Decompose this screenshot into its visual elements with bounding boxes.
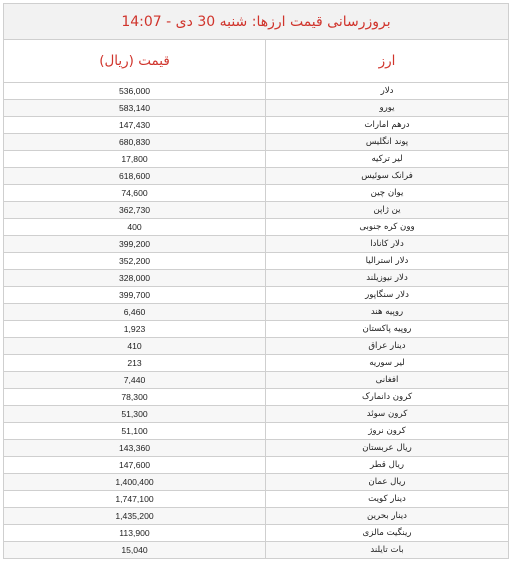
table-row bbox=[4, 83, 509, 100]
currency-rates-table bbox=[3, 3, 509, 559]
currency-rates-panel bbox=[3, 3, 508, 559]
currency-name-cell: کرون دانمارک bbox=[266, 389, 509, 406]
currency-price-cell: 410 bbox=[4, 338, 266, 355]
table-row bbox=[4, 542, 509, 559]
table-row bbox=[4, 440, 509, 457]
currency-name-cell: دینار بحرین bbox=[266, 508, 509, 525]
currency-price-cell: 113,900 bbox=[4, 525, 266, 542]
table-row bbox=[4, 389, 509, 406]
table-row bbox=[4, 117, 509, 134]
currency-price-cell: 583,140 bbox=[4, 100, 266, 117]
currency-name-cell: افغانی bbox=[266, 372, 509, 389]
table-row bbox=[4, 355, 509, 372]
currency-price-cell: 78,300 bbox=[4, 389, 266, 406]
currency-price-cell: 328,000 bbox=[4, 270, 266, 287]
currency-name-cell: کرون سوئد bbox=[266, 406, 509, 423]
currency-name-cell: لیر سوریه bbox=[266, 355, 509, 372]
currency-price-cell: 213 bbox=[4, 355, 266, 372]
currency-name-cell: درهم امارات bbox=[266, 117, 509, 134]
currency-name-cell: دلار استرالیا bbox=[266, 253, 509, 270]
table-row bbox=[4, 423, 509, 440]
column-header-currency: ارز bbox=[266, 40, 509, 83]
currency-price-cell: 143,360 bbox=[4, 440, 266, 457]
currency-name-cell: ریال قطر bbox=[266, 457, 509, 474]
currency-price-cell: 15,040 bbox=[4, 542, 266, 559]
currency-price-cell: 618,600 bbox=[4, 168, 266, 185]
currency-price-cell: 1,400,400 bbox=[4, 474, 266, 491]
table-row bbox=[4, 219, 509, 236]
currency-price-cell: 680,830 bbox=[4, 134, 266, 151]
table-row bbox=[4, 168, 509, 185]
table-row bbox=[4, 321, 509, 338]
currency-name-cell: ین ژاپن bbox=[266, 202, 509, 219]
currency-name-cell: ریال عمان bbox=[266, 474, 509, 491]
currency-name-cell: روپیه پاکستان bbox=[266, 321, 509, 338]
table-title-row bbox=[4, 4, 509, 40]
table-row bbox=[4, 100, 509, 117]
currency-name-cell: کرون نروژ bbox=[266, 423, 509, 440]
currency-name-cell: وون کره جنوبی bbox=[266, 219, 509, 236]
currency-name-cell: روپیه هند bbox=[266, 304, 509, 321]
table-row bbox=[4, 491, 509, 508]
currency-price-cell: 399,700 bbox=[4, 287, 266, 304]
currency-price-cell: 17,800 bbox=[4, 151, 266, 168]
table-header-row bbox=[4, 40, 509, 83]
currency-name-cell: ریال عربستان bbox=[266, 440, 509, 457]
currency-name-cell: دلار سنگاپور bbox=[266, 287, 509, 304]
table-row bbox=[4, 253, 509, 270]
currency-price-cell: 147,600 bbox=[4, 457, 266, 474]
table-row bbox=[4, 457, 509, 474]
currency-price-cell: 362,730 bbox=[4, 202, 266, 219]
table-row bbox=[4, 270, 509, 287]
currency-price-cell: 352,200 bbox=[4, 253, 266, 270]
table-row bbox=[4, 525, 509, 542]
table-row bbox=[4, 202, 509, 219]
currency-price-cell: 400 bbox=[4, 219, 266, 236]
currency-name-cell: دینار کویت bbox=[266, 491, 509, 508]
table-row bbox=[4, 474, 509, 491]
table-row bbox=[4, 287, 509, 304]
table-row bbox=[4, 338, 509, 355]
table-row bbox=[4, 151, 509, 168]
currency-price-cell: 6,460 bbox=[4, 304, 266, 321]
currency-name-cell: دلار نیوزیلند bbox=[266, 270, 509, 287]
currency-price-cell: 51,300 bbox=[4, 406, 266, 423]
table-row bbox=[4, 508, 509, 525]
currency-price-cell: 51,100 bbox=[4, 423, 266, 440]
table-row bbox=[4, 304, 509, 321]
currency-name-cell: دلار کانادا bbox=[266, 236, 509, 253]
table-row bbox=[4, 236, 509, 253]
table-title: بروزرسانی قیمت ارزها: شنبه 30 دی - 14:07 bbox=[4, 4, 509, 40]
currency-price-cell: 399,200 bbox=[4, 236, 266, 253]
currency-price-cell: 74,600 bbox=[4, 185, 266, 202]
currency-price-cell: 1,923 bbox=[4, 321, 266, 338]
currency-price-cell: 1,435,200 bbox=[4, 508, 266, 525]
currency-name-cell: فرانک سوئیس bbox=[266, 168, 509, 185]
currency-price-cell: 147,430 bbox=[4, 117, 266, 134]
currency-name-cell: لیر ترکیه bbox=[266, 151, 509, 168]
table-row bbox=[4, 406, 509, 423]
currency-name-cell: یوان چین bbox=[266, 185, 509, 202]
currency-name-cell: دینار عراق bbox=[266, 338, 509, 355]
table-row bbox=[4, 134, 509, 151]
currency-price-cell: 536,000 bbox=[4, 83, 266, 100]
currency-name-cell: یورو bbox=[266, 100, 509, 117]
currency-price-cell: 1,747,100 bbox=[4, 491, 266, 508]
currency-price-cell: 7,440 bbox=[4, 372, 266, 389]
table-row bbox=[4, 372, 509, 389]
column-header-price: قیمت (ریال) bbox=[4, 40, 266, 83]
currency-name-cell: پوند انگلیس bbox=[266, 134, 509, 151]
currency-name-cell: رینگیت مالزی bbox=[266, 525, 509, 542]
currency-name-cell: بات تایلند bbox=[266, 542, 509, 559]
table-row bbox=[4, 185, 509, 202]
currency-name-cell: دلار bbox=[266, 83, 509, 100]
